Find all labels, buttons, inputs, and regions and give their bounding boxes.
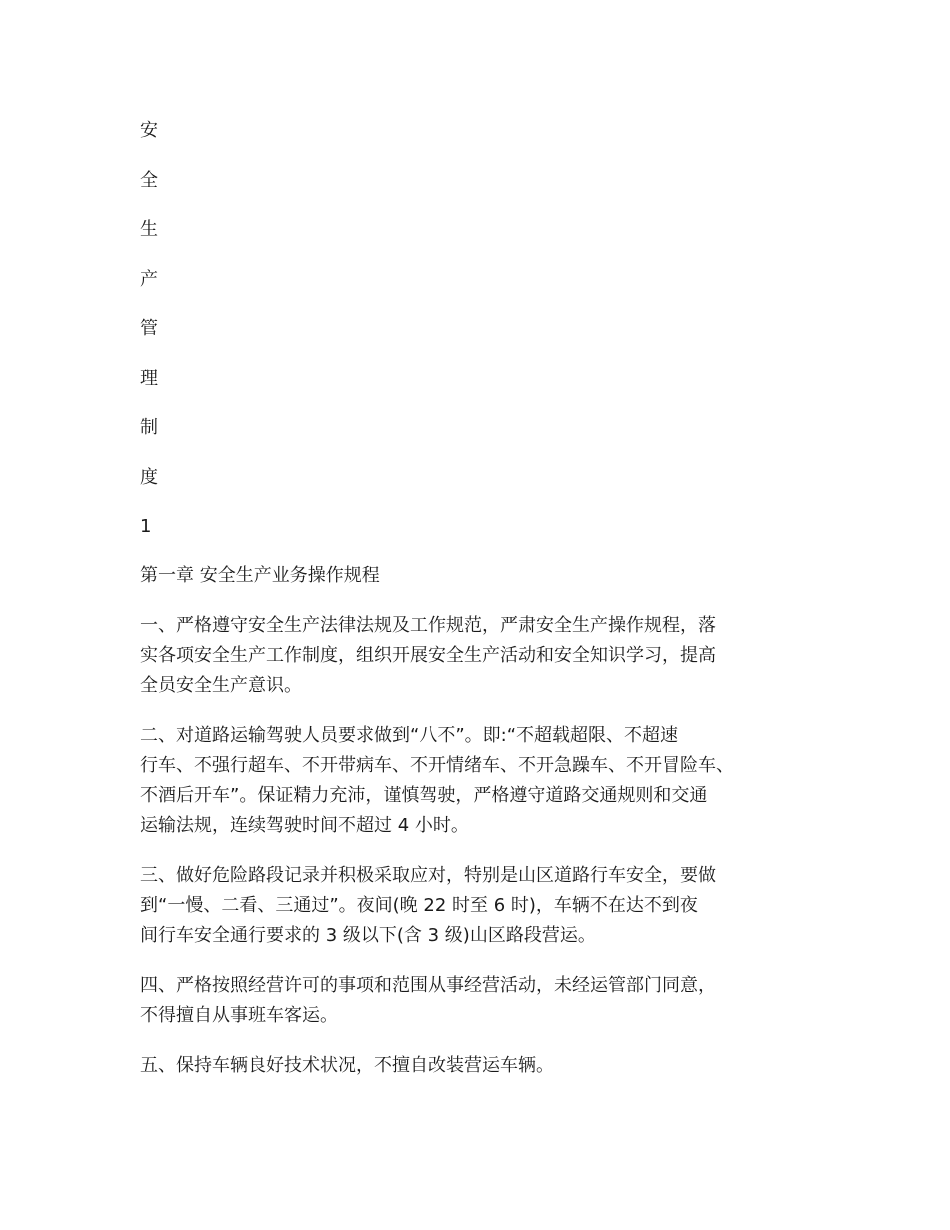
title-char: 度	[140, 466, 158, 488]
title-char: 安	[140, 120, 158, 141]
paragraph-line: 到“一慢、二看、三通过”。夜间(晚 22 时至 6 时)，车辆不在达不到夜	[140, 895, 698, 916]
paragraph-2	[140, 721, 830, 841]
paragraph-3	[140, 861, 830, 951]
page-number: 1	[140, 516, 152, 537]
paragraph-line: 全员安全生产意识。	[140, 675, 302, 696]
title-char: 管	[140, 318, 158, 339]
paragraph-line: 三、做好危险路段记录并积极采取应对，特别是山区道路行车安全，要做	[140, 865, 716, 886]
paragraph-4	[140, 971, 830, 1031]
title-char: 生	[140, 219, 158, 240]
paragraph-1	[140, 611, 830, 701]
paragraph-5	[140, 1051, 830, 1081]
title-char: 产	[140, 268, 158, 290]
paragraph-line: 一、严格遵守安全生产法律法规及工作规范，严肃安全生产操作规程，落	[140, 615, 716, 636]
paragraph-line: 运输法规，连续驾驶时间不超过 4 小时。	[140, 815, 469, 836]
paragraph-line: 不酒后开车”。保证精力充沛，谨慎驾驶，严格遵守道路交通规则和交通	[140, 785, 708, 806]
title-char: 理	[140, 367, 158, 389]
paragraph-line: 五、保持车辆良好技术状况，不擅自改装营运车辆。	[140, 1055, 554, 1076]
paragraph-line: 不得擅自从事班车客运。	[140, 1005, 338, 1026]
paragraph-line: 四、严格按照经营许可的事项和范围从事经营活动，未经运管部门同意，	[140, 975, 716, 996]
paragraph-line: 间行车安全通行要求的 3 级以下(含 3 级)山区路段营运。	[140, 925, 596, 946]
chapter-heading: 第一章 安全生产业务操作规程	[140, 565, 380, 586]
title-char: 制	[140, 417, 158, 438]
document-content	[140, 117, 830, 1101]
paragraph-line: 二、对道路运输驾驶人员要求做到“八不”。即:“不超载超限、不超速	[140, 725, 679, 746]
paragraph-line: 实各项安全生产工作制度，组织开展安全生产活动和安全知识学习，提高	[140, 645, 716, 666]
paragraph-line: 行车、不强行超车、不开带病车、不开情绪车、不开急躁车、不开冒险车、	[140, 755, 734, 776]
title-char: 全	[140, 169, 158, 191]
